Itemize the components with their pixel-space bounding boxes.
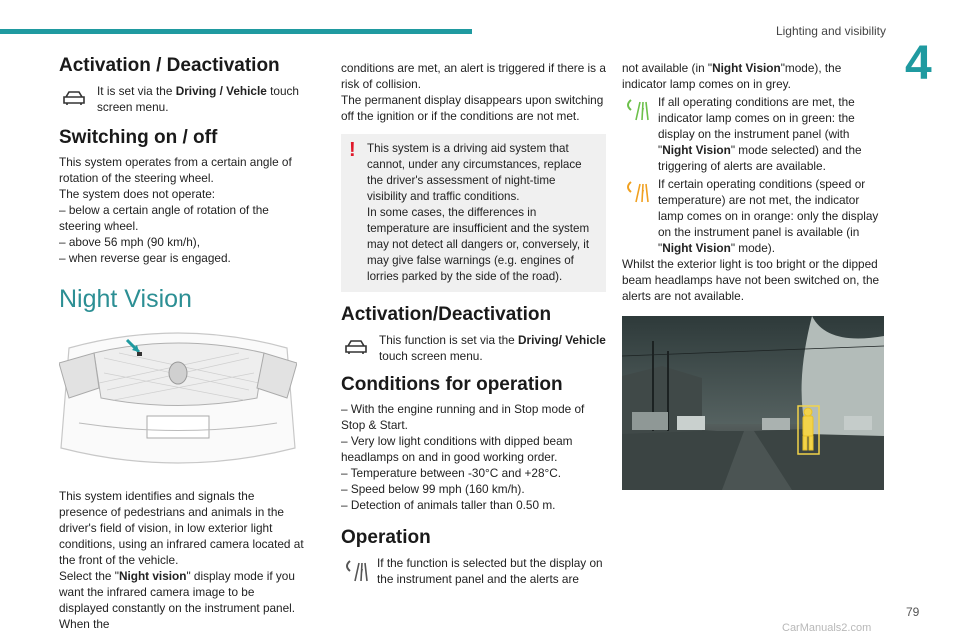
lamp-green-text: If all operating conditions are met, the indicator lamp comes on in green: the display on the instrument panel (with "Night Vision" mode selected) and the triggering of alerts are available.	[658, 95, 862, 173]
exterior-light-text: Whilst the exterior light is too bright or the dipped beam headlamps have not been switched on, the alerts are not available.	[622, 257, 880, 303]
warning-box	[341, 134, 606, 292]
vehicle-menu-icon	[59, 83, 89, 113]
night-vision-select: Select the "Night vision" display mode if you want the infrared camera image to be displayed constantly on the instrument panel. When the	[59, 569, 296, 631]
night-vision-intro: This system identifies and signals the presence of pedestrians and animals in the driver's field of vision, in low exterior light conditions, using an infrared camera located at the front of the vehicle.	[59, 489, 304, 567]
activation-row-2	[341, 332, 606, 364]
column-2	[341, 60, 606, 587]
lamp-grey-text: not available (in "Night Vision"mode), the indicator lamp comes on in grey.	[622, 61, 842, 91]
switching-text	[59, 154, 304, 266]
heading-conditions: Conditions for operation	[341, 374, 563, 395]
activation-text-2: This function is set via the Driving/ Vehicle touch screen menu.	[379, 333, 606, 363]
switching-line: The system does not operate:	[59, 187, 216, 201]
night-vision-lamp-orange-icon	[622, 176, 654, 208]
lamp-green-row	[622, 94, 887, 174]
warning-icon: !	[349, 139, 356, 161]
activation-row	[59, 83, 304, 115]
watermark: CarManuals2.com	[782, 622, 872, 634]
condition-item: – Temperature between -30°C and +28°C.	[341, 466, 562, 480]
switching-line: – above 56 mph (90 km/h),	[59, 235, 200, 249]
warning-text: This system is a driving aid system that cannot, under any circumstances, replace the driver's assessment of night-time visibility and traffic conditions.	[367, 142, 582, 203]
night-vision-thermal-image	[622, 316, 884, 490]
car-front-illustration	[59, 328, 297, 473]
operation-row	[341, 555, 606, 587]
heading-activation-deactivation-2: Activation/Deactivation	[341, 304, 552, 325]
heading-switching: Switching on / off	[59, 127, 218, 148]
column-1	[59, 55, 304, 632]
condition-item: – Speed below 99 mph (160 km/h).	[341, 482, 525, 496]
heading-activation-deactivation: Activation / Deactivation	[59, 55, 280, 76]
lamp-orange-row	[622, 176, 887, 256]
header-accent-bar	[0, 29, 472, 34]
continuation-text: conditions are met, an alert is triggered if there is a risk of collision.	[341, 61, 606, 91]
condition-item: – With the engine running and in Stop mode of Stop & Start.	[341, 402, 585, 432]
switching-line: – when reverse gear is engaged.	[59, 251, 231, 265]
column-3	[622, 60, 887, 495]
heading-operation: Operation	[341, 527, 431, 548]
permanent-display-text: The permanent display disappears upon switching off the ignition or if the conditions are not met.	[341, 93, 604, 123]
condition-item: – Detection of animals taller than 0.50 m.	[341, 498, 556, 512]
heading-night-vision: Night Vision	[59, 285, 192, 313]
page-number: 79	[906, 605, 920, 619]
night-vision-lamp-green-icon	[622, 94, 654, 126]
night-vision-lamp-grey-icon	[341, 555, 373, 587]
switching-line: – below a certain angle of rotation of the steering wheel.	[59, 203, 269, 233]
lamp-orange-text: If certain operating conditions (speed or temperature) are not met, the indicator lamp comes on in orange: only the display on the instrument panel is available (in "Night Vision" mode).	[658, 177, 879, 255]
vehicle-menu-icon	[341, 332, 371, 362]
conditions-list	[341, 401, 606, 513]
chapter-number: 4	[905, 37, 932, 90]
operation-text: If the function is selected but the display on the instrument panel and the alerts are	[377, 556, 603, 586]
condition-item: – Very low light conditions with dipped beam headlamps on and in good working order.	[341, 434, 573, 464]
activation-text: It is set via the Driving / Vehicle touch screen menu.	[97, 84, 299, 114]
section-title: Lighting and visibility	[775, 24, 886, 38]
switching-line: This system operates from a certain angle of rotation of the steering wheel.	[59, 155, 292, 185]
warning-text: In some cases, the differences in temperature are insufficient and the system may not detect all dangers or, conversely, it may give false warnings (e.g. engines of lorries parked by the side of the road).	[367, 206, 590, 283]
